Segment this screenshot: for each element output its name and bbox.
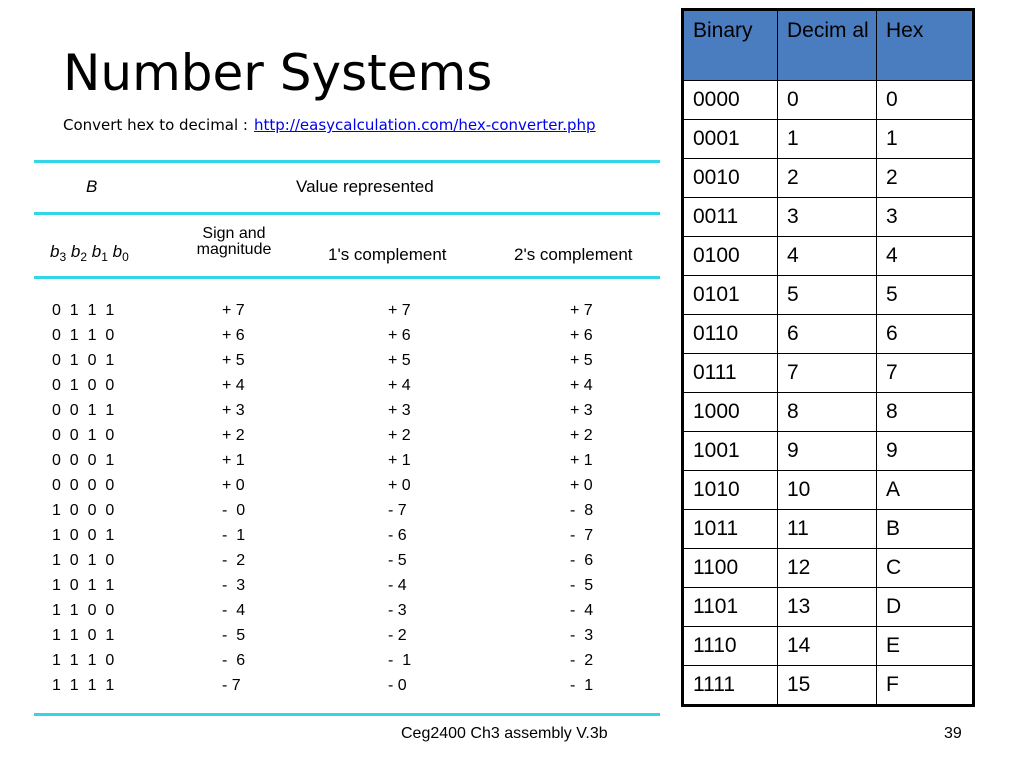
binary-cell: 0000: [683, 81, 778, 120]
ones-complement-cell: + 4: [388, 377, 411, 394]
page-number: 39: [944, 725, 962, 742]
bit-pattern-cell: 1 1 1 1: [52, 677, 115, 694]
sign-magnitude-cell: - 3: [222, 577, 246, 594]
hex-cell: B: [877, 510, 974, 549]
binary-decimal-hex-table: [681, 8, 975, 707]
ones-complement-cell: - 4: [388, 577, 407, 594]
sign-magnitude-cell: - 6: [222, 652, 246, 669]
sign-magnitude-cell: - 5: [222, 627, 246, 644]
binary-cell: 1000: [683, 393, 778, 432]
bit-pattern-cell: 0 1 0 1: [52, 352, 115, 369]
bit-b2: $b_2$: [70, 242, 88, 264]
table-column-rule: [34, 276, 660, 279]
header-sign-magnitude: Sign and magnitude: [196, 225, 272, 258]
header-bits: [50, 242, 129, 264]
ones-complement-cell: + 3: [388, 402, 411, 419]
hex-cell: 2: [877, 159, 974, 198]
hex-cell: C: [877, 549, 974, 588]
table-row: [683, 120, 974, 159]
table-row: [683, 198, 974, 237]
bit-b3: $b_3$: [50, 242, 67, 264]
header-hex: Hex: [877, 10, 974, 81]
twos-complement-cell: + 6: [570, 327, 593, 344]
sign-magnitude-cell: + 1: [222, 452, 245, 469]
twos-complement-column: [570, 298, 593, 698]
slide-subtitle: [63, 116, 596, 134]
sign-magnitude-cell: + 6: [222, 327, 245, 344]
hex-cell: 9: [877, 432, 974, 471]
ones-complement-cell: - 0: [388, 677, 407, 694]
ones-complement-cell: + 1: [388, 452, 411, 469]
twos-complement-cell: + 0: [570, 477, 593, 494]
bit-pattern-cell: 0 0 1 0: [52, 427, 115, 444]
decimal-cell: 8: [778, 393, 877, 432]
table-row: [683, 393, 974, 432]
bit-pattern-cell: 0 0 1 1: [52, 402, 115, 419]
sign-magnitude-cell: - 7: [222, 677, 241, 694]
bit-pattern-cell: 0 1 1 0: [52, 327, 115, 344]
ones-complement-cell: + 0: [388, 477, 411, 494]
binary-cell: 1011: [683, 510, 778, 549]
sign-magnitude-cell: - 1: [222, 527, 246, 544]
twos-complement-cell: - 1: [570, 677, 594, 694]
ones-complement-cell: - 6: [388, 527, 407, 544]
hex-cell: D: [877, 588, 974, 627]
decimal-cell: 12: [778, 549, 877, 588]
table-row: [683, 549, 974, 588]
table-row: [683, 627, 974, 666]
decimal-cell: 4: [778, 237, 877, 276]
table-row: [683, 159, 974, 198]
decimal-cell: 3: [778, 198, 877, 237]
twos-complement-cell: + 4: [570, 377, 593, 394]
binary-cell: 1110: [683, 627, 778, 666]
table-header-rule: [34, 212, 660, 215]
header-b: B: [86, 177, 98, 196]
twos-complement-cell: - 5: [570, 577, 594, 594]
twos-complement-cell: - 2: [570, 652, 594, 669]
ones-complement-column: [388, 298, 411, 698]
hex-cell: 0: [877, 81, 974, 120]
binary-cell: 0001: [683, 120, 778, 159]
decimal-cell: 10: [778, 471, 877, 510]
binary-cell: 1100: [683, 549, 778, 588]
sign-magnitude-cell: + 2: [222, 427, 245, 444]
bit-pattern-cell: 1 1 0 0: [52, 602, 115, 619]
table-bottom-rule: [34, 713, 660, 716]
footer-course: Ceg2400 Ch3 assembly V.3b: [401, 725, 608, 742]
decimal-cell: 11: [778, 510, 877, 549]
binary-cell: 1101: [683, 588, 778, 627]
twos-complement-cell: + 1: [570, 452, 593, 469]
hex-cell: 6: [877, 315, 974, 354]
decimal-cell: 14: [778, 627, 877, 666]
table-row: [683, 471, 974, 510]
hex-cell: 4: [877, 237, 974, 276]
hex-converter-link[interactable]: http://easycalculation.com/hex-converter.php: [253, 116, 596, 134]
subtitle-text: Convert hex to decimal :: [63, 116, 248, 134]
sign-magnitude-cell: + 4: [222, 377, 245, 394]
bit-pattern-cell: 0 0 0 0: [52, 477, 115, 494]
bit-pattern-cell: 1 0 0 0: [52, 502, 115, 519]
sign-magnitude-cell: + 5: [222, 352, 245, 369]
sign-magnitude-column: [222, 298, 245, 698]
table-row: [683, 315, 974, 354]
sign-magnitude-cell: + 7: [222, 302, 245, 319]
table-top-rule: [34, 160, 660, 163]
ones-complement-cell: - 5: [388, 552, 407, 569]
table-header-row: [683, 10, 974, 81]
twos-complement-cell: + 7: [570, 302, 593, 319]
hex-cell: A: [877, 471, 974, 510]
header-decimal: Decim al: [778, 10, 877, 81]
binary-cell: 1001: [683, 432, 778, 471]
table-row: [683, 81, 974, 120]
bit-pattern-cell: 0 0 0 1: [52, 452, 115, 469]
header-twos-complement: 2's complement: [514, 245, 633, 264]
table-row: [683, 510, 974, 549]
sign-magnitude-cell: + 3: [222, 402, 245, 419]
binary-cell: 1111: [683, 666, 778, 706]
bit-pattern-cell: 0 1 1 1: [52, 302, 115, 319]
decimal-cell: 0: [778, 81, 877, 120]
binary-cell: 0010: [683, 159, 778, 198]
bit-b0: $b_0$: [112, 242, 129, 264]
twos-complement-cell: - 7: [570, 527, 594, 544]
hex-cell: 1: [877, 120, 974, 159]
hex-cell: 7: [877, 354, 974, 393]
binary-cell: 1010: [683, 471, 778, 510]
hex-cell: E: [877, 627, 974, 666]
decimal-cell: 13: [778, 588, 877, 627]
table-row: [683, 432, 974, 471]
hex-cell: 3: [877, 198, 974, 237]
header-value-represented: Value represented: [296, 177, 434, 196]
binary-cell: 0100: [683, 237, 778, 276]
ones-complement-cell: + 6: [388, 327, 411, 344]
bit-pattern-cell: 0 1 0 0: [52, 377, 115, 394]
header-ones-complement: 1's complement: [328, 245, 447, 264]
bit-b1: $b_1$: [91, 242, 108, 264]
hex-cell: 5: [877, 276, 974, 315]
ones-complement-cell: - 3: [388, 602, 407, 619]
table-row: [683, 276, 974, 315]
sign-magnitude-cell: + 0: [222, 477, 245, 494]
bit-pattern-cell: 1 0 1 1: [52, 577, 115, 594]
slide-title: Number Systems: [63, 44, 493, 102]
header-binary: Binary: [683, 10, 778, 81]
ones-complement-cell: + 7: [388, 302, 411, 319]
table-row: [683, 237, 974, 276]
ones-complement-cell: - 7: [388, 502, 407, 519]
twos-complement-cell: - 3: [570, 627, 594, 644]
hex-cell: F: [877, 666, 974, 706]
table-row: [683, 666, 974, 706]
binary-cell: 0110: [683, 315, 778, 354]
bit-pattern-cell: 1 1 0 1: [52, 627, 115, 644]
twos-complement-cell: - 8: [570, 502, 594, 519]
twos-complement-cell: - 4: [570, 602, 594, 619]
decimal-cell: 7: [778, 354, 877, 393]
bit-pattern-cell: 1 0 1 0: [52, 552, 115, 569]
sign-magnitude-cell: - 4: [222, 602, 246, 619]
twos-complement-cell: + 5: [570, 352, 593, 369]
sign-magnitude-cell: - 2: [222, 552, 246, 569]
binary-cell: 0101: [683, 276, 778, 315]
bit-pattern-cell: 1 0 0 1: [52, 527, 115, 544]
table-row: [683, 588, 974, 627]
bit-pattern-cell: 1 1 1 0: [52, 652, 115, 669]
ones-complement-cell: - 1: [388, 652, 412, 669]
bits-column: [52, 298, 114, 698]
twos-complement-cell: + 3: [570, 402, 593, 419]
ones-complement-cell: + 2: [388, 427, 411, 444]
binary-cell: 0011: [683, 198, 778, 237]
twos-complement-cell: - 6: [570, 552, 594, 569]
twos-complement-cell: + 2: [570, 427, 593, 444]
decimal-cell: 5: [778, 276, 877, 315]
sign-magnitude-cell: - 0: [222, 502, 246, 519]
ones-complement-cell: - 2: [388, 627, 407, 644]
hex-cell: 8: [877, 393, 974, 432]
decimal-cell: 1: [778, 120, 877, 159]
decimal-cell: 15: [778, 666, 877, 706]
decimal-cell: 6: [778, 315, 877, 354]
ones-complement-cell: + 5: [388, 352, 411, 369]
binary-cell: 0111: [683, 354, 778, 393]
decimal-cell: 2: [778, 159, 877, 198]
table-row: [683, 354, 974, 393]
decimal-cell: 9: [778, 432, 877, 471]
